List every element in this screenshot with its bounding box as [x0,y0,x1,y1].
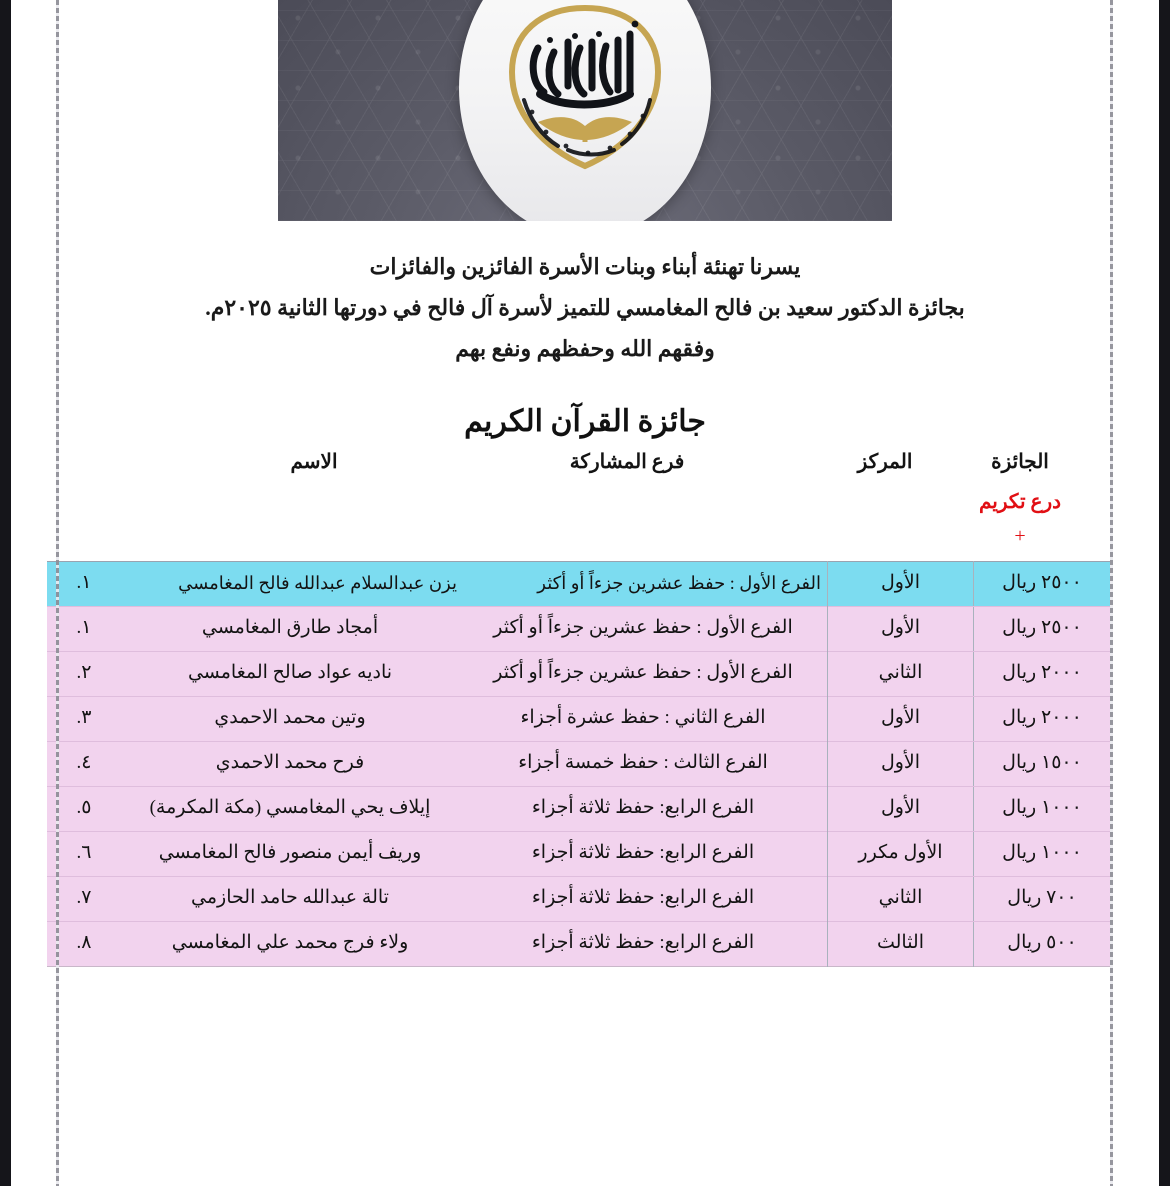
cell-prize: ٢٠٠٠ ريال [974,696,1111,741]
prize-note-plus: + [1014,524,1026,547]
cell-number: ٨. [47,921,121,966]
column-header-rank: المركز [857,450,913,473]
table-row [47,606,1110,651]
table-row [47,921,1110,966]
cell-prize: ٢٥٠٠ ريال [974,561,1111,606]
cell-prize: ١٠٠٠ ريال [974,786,1111,831]
logo-badge-shape [459,0,711,221]
headline-line-3: وفقهم الله وحفظهم ونفع بهم [455,335,715,361]
table-row [47,876,1110,921]
headline-line-1: يسرنا تهنئة أبناء وبنات الأسرة الفائزين والفائزات [369,254,801,279]
perforation-line-right [1110,0,1113,1186]
cell-branch: الفرع الرابع: حفظ ثلاثة أجزاء [459,786,828,831]
cell-number: ٦. [47,831,121,876]
cell-name: ناديه عواد صالح المغامسي [121,651,459,696]
scan-edge-left [0,0,11,1186]
cell-rank: الأول [828,606,974,651]
cell-branch: الفرع الأول : حفظ عشرين جزءاً أو أكثر [459,561,828,606]
cell-name: تالة عبدالله حامد الحازمي [121,876,459,921]
cell-name: إيلاف يحي المغامسي (مكة المكرمة) [121,786,459,831]
cell-branch: الفرع الرابع: حفظ ثلاثة أجزاء [459,921,828,966]
cell-name: يزن عبدالسلام عبدالله فالح المغامسي [121,561,459,606]
cell-prize: ٧٠٠ ريال [974,876,1111,921]
congratulations-headline [60,247,1110,370]
cell-name: فرح محمد الاحمدي [121,741,459,786]
scan-edge-right [1159,0,1170,1186]
cell-name: وتين محمد الاحمدي [121,696,459,741]
cell-number: ١. [47,606,121,651]
results-table-body [47,561,1110,966]
table-row [47,786,1110,831]
usrat-al-faleh-emblem-icon [480,0,690,190]
table-row [47,561,1110,606]
cell-number: ٥. [47,786,121,831]
cell-branch: الفرع الأول : حفظ عشرين جزءاً أو أكثر [459,606,828,651]
header-banner [278,0,892,221]
headline-line-2: بجائزة الدكتور سعيد بن فالح المغامسي للتميز لأسرة آل فالح في دورتها الثانية ٢٠٢٥م. [205,294,965,320]
table-row [47,741,1110,786]
cell-number: ٤. [47,741,121,786]
column-header-prize: الجائزة [991,450,1049,473]
table-row [47,651,1110,696]
results-table [47,561,1110,967]
cell-rank: الثاني [828,876,974,921]
cell-branch: الفرع الأول : حفظ عشرين جزءاً أو أكثر [459,651,828,696]
cell-branch: الفرع الرابع: حفظ ثلاثة أجزاء [459,831,828,876]
cell-branch: الفرع الرابع: حفظ ثلاثة أجزاء [459,876,828,921]
award-title: جائزة القرآن الكريم [464,404,706,438]
cell-branch: الفرع الثالث : حفظ خمسة أجزاء [459,741,828,786]
cell-rank: الأول [828,696,974,741]
cell-prize: ١٠٠٠ ريال [974,831,1111,876]
cell-branch: الفرع الثاني : حفظ عشرة أجزاء [459,696,828,741]
column-header-name: الاسم [290,450,338,473]
cell-name: ولاء فرج محمد علي المغامسي [121,921,459,966]
cell-number: ١. [47,561,121,606]
cell-prize: ٥٠٠ ريال [974,921,1111,966]
cell-rank: الثاني [828,651,974,696]
cell-prize: ١٥٠٠ ريال [974,741,1111,786]
cell-rank: الأول [828,561,974,606]
cell-number: ٧. [47,876,121,921]
cell-prize: ٢٥٠٠ ريال [974,606,1111,651]
cell-prize: ٢٠٠٠ ريال [974,651,1111,696]
cell-rank: الثالث [828,921,974,966]
cell-number: ٢. [47,651,121,696]
table-row [47,831,1110,876]
cell-number: ٣. [47,696,121,741]
cell-rank: الأول مكرر [828,831,974,876]
cell-name: وريف أيمن منصور فالح المغامسي [121,831,459,876]
cell-rank: الأول [828,741,974,786]
table-row [47,696,1110,741]
table-column-headers [60,449,1110,561]
cell-rank: الأول [828,786,974,831]
perforation-line-left [56,0,59,1186]
prize-note-shield: درع تكريم [978,490,1062,513]
page-content [60,0,1110,967]
cell-name: أمجاد طارق المغامسي [121,606,459,651]
column-header-branch: فرع المشاركة [569,450,685,473]
